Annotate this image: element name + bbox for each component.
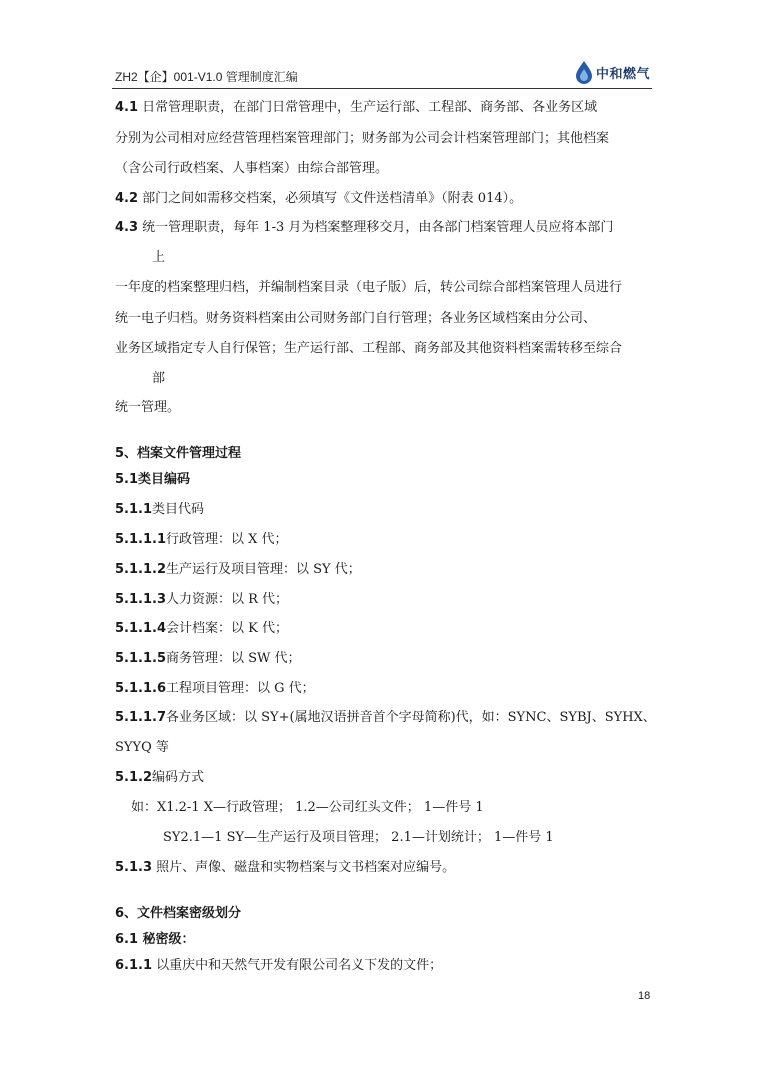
- item-line: 6.1.1 以重庆中和天然气开发有限公司名义下发的文件；: [115, 958, 443, 973]
- item-line: 5.1.2编码方式: [115, 770, 205, 785]
- paragraph-line: 业务区域指定专人自行保管；生产运行部、工程部、商务部及其他资料档案需转移至综合: [115, 341, 623, 356]
- subsection-heading: 6.1 秘密级：: [115, 932, 195, 947]
- item-line: 5.1.3 照片、声像、磁盘和实物档案与文书档案对应编号。: [115, 860, 456, 875]
- paragraph-line: 4.1 日常管理职责，在部门日常管理中，生产运行部、工程部、商务部、各业务区域: [115, 100, 598, 115]
- paragraph-line: 4.2 部门之间如需移交档案，必须填写《文件送档清单》（附表 014）。: [115, 191, 523, 206]
- item-line: 5.1.1.7各业务区域：以 SY+(属地汉语拼音首个字母简称)代，如：SYNC、SYBJ、SYHX、: [115, 710, 656, 725]
- section-heading: 6、文件档案密级划分: [115, 906, 242, 921]
- paragraph-line: 一年度的档案整理归档，并编制档案目录（电子版）后，转公司综合部档案管理人员进行: [115, 280, 623, 295]
- company-logo: [575, 58, 650, 86]
- item-line: 5.1.1类目代码: [115, 502, 205, 517]
- paragraph-line: （含公司行政档案、人事档案）由综合部管理。: [115, 161, 389, 176]
- code-example-line: SY2.1—1 SY—生产运行及项目管理； 2.1—计划统计； 1—件号 1: [163, 830, 554, 845]
- item-line: 5.1.1.2生产运行及项目管理：以 SY 代；: [115, 562, 361, 577]
- item-line: 5.1.1.4会计档案：以 K 代；: [115, 621, 288, 636]
- paragraph-line: 上: [152, 250, 166, 265]
- section-heading: 5、档案文件管理过程: [115, 446, 242, 461]
- code-example-line: 如：X1.2-1 X—行政管理； 1.2—公司红头文件； 1—件号 1: [131, 800, 484, 815]
- flame-drop-icon: [575, 60, 593, 84]
- logo-text: 中和燃气: [596, 66, 651, 82]
- item-line: 5.1.1.5商务管理：以 SW 代；: [115, 651, 301, 666]
- item-line: 5.1.1.6工程项目管理：以 G 代；: [115, 681, 315, 696]
- header-divider: [112, 88, 652, 89]
- paragraph-line: 4.3 统一管理职责，每年 1-3 月为档案整理移交月，由各部门档案管理人员应将本部门: [115, 220, 614, 235]
- item-line: 5.1.1.1行政管理：以 X 代；: [115, 532, 288, 547]
- paragraph-line: 分别为公司相对应经营管理档案管理部门；财务部为公司会计档案管理部门；其他档案: [115, 131, 610, 146]
- item-line: 5.1.1.3人力资源：以 R 代；: [115, 592, 289, 607]
- paragraph-line: 统一电子归档。财务资料档案由公司财务部门自行管理；各业务区域档案由分公司、: [115, 311, 597, 326]
- page-number: 18: [638, 990, 651, 1002]
- document-code: ZH2【企】001-V1.0 管理制度汇编: [115, 70, 298, 84]
- paragraph-line: 部: [152, 371, 166, 386]
- subsection-heading: 5.1类目编码: [115, 472, 191, 487]
- item-line: SYYQ 等: [115, 740, 169, 755]
- paragraph-line: 统一管理。: [115, 400, 181, 415]
